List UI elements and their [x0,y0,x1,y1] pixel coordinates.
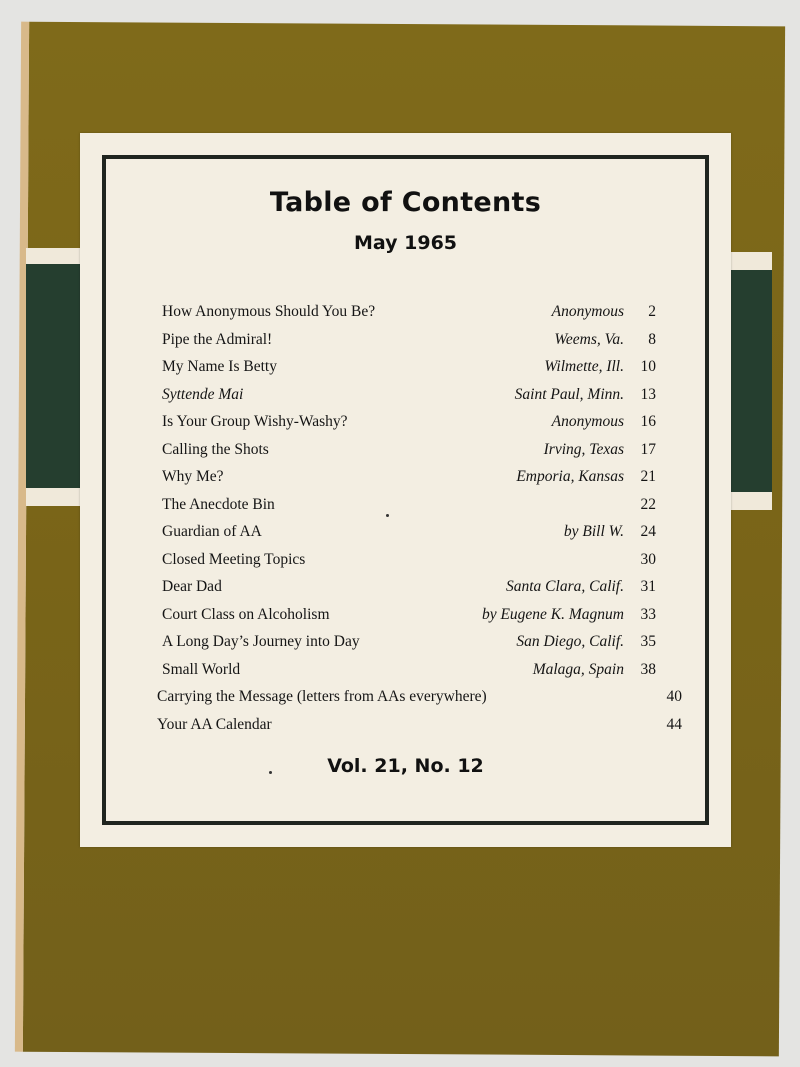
entry-author: Emporia, Kansas [516,468,624,485]
entry-title: Small World [162,660,241,678]
entry-author: Saint Paul, Minn. [514,385,624,403]
toc-entry [162,606,664,634]
entry-title: Syttende Mai [162,385,244,403]
entry-author: Malaga, Spain [532,660,624,678]
entry-page: 30 [640,550,656,568]
toc-entry [162,441,664,469]
entry-page: 35 [640,633,656,650]
volume-number: Vol. 21, No. 12 [327,755,484,777]
entry-author: Santa Clara, Calif. [506,578,624,595]
entry-page: 44 [666,715,682,733]
entry-title: Pipe the Admiral! [162,330,273,348]
toc-entry [162,661,664,689]
entry-page: 33 [640,605,656,623]
entry-title: Your AA Calendar [157,715,272,733]
entry-author: Wilmette, Ill. [544,358,624,375]
entry-title: Guardian of AA [162,523,262,540]
entry-author: Anonymous [551,413,624,430]
entry-page: 13 [640,385,656,403]
entry-title: The Anecdote Bin [162,495,275,513]
right-green-stripe [730,270,772,492]
entry-title: Carrying the Message (letters from AAs everywhere) [157,688,487,705]
entry-author: by Eugene K. Magnum [481,605,624,623]
toc-entry [157,688,682,716]
issue-date: May 1965 [353,232,458,254]
toc-entry [162,468,664,496]
entry-title: Calling the Shots [162,440,269,458]
left-stripe-band [26,248,88,506]
toc-entry [162,633,664,661]
entry-title: Closed Meeting Topics [162,550,306,568]
entry-author: by Bill W. [563,523,624,540]
entry-title: A Long Day’s Journey into Day [162,633,360,650]
entry-title: Dear Dad [162,578,222,595]
toc-entry [162,303,664,331]
print-speck [386,514,389,517]
entry-title: Court Class on Alcoholism [162,605,330,623]
contents-label [80,133,731,847]
entry-page: 17 [640,440,656,458]
entry-page: 10 [640,358,656,375]
toc-entry [162,386,664,414]
toc-entry [162,551,664,579]
toc-entry [162,331,664,359]
toc-entry [162,358,664,386]
entry-page: 8 [648,330,656,348]
toc-list [157,303,682,743]
entry-page: 22 [640,495,656,513]
entry-author: Anonymous [551,303,624,320]
entry-page: 24 [640,523,656,540]
entry-author: Irving, Texas [543,440,624,458]
entry-page: 2 [648,303,656,320]
entry-page: 21 [640,468,656,485]
entry-page: 16 [640,413,656,430]
toc-entry [162,523,664,551]
left-green-stripe [26,264,88,488]
entry-author: San Diego, Calif. [516,633,624,650]
entry-page: 31 [640,578,656,595]
toc-entry [162,496,664,524]
toc-entry [162,413,664,441]
toc-entry [157,715,682,744]
entry-title: Is Your Group Wishy-Washy? [162,413,348,430]
entry-page: 38 [640,660,656,678]
entry-title: My Name Is Betty [162,358,277,375]
page-title: Table of Contents [269,187,542,218]
entry-title: Why Me? [162,468,224,485]
print-speck [269,771,272,774]
entry-title: How Anonymous Should You Be? [162,303,376,320]
entry-author: Weems, Va. [554,330,624,348]
right-stripe-band [724,252,772,510]
toc-entry [162,578,664,606]
entry-page: 40 [666,688,682,705]
